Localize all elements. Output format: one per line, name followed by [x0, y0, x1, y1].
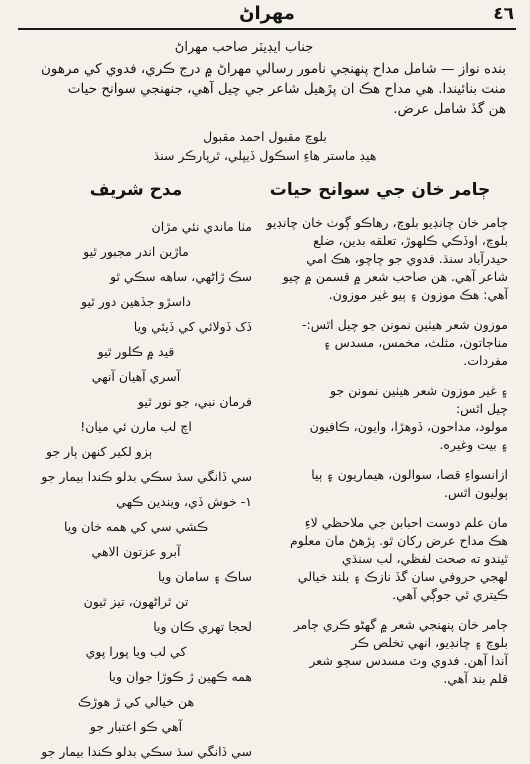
paragraph-gap: [252, 502, 508, 514]
poem-verse: ٻزو لکير کنهن ٻار جو: [46, 444, 153, 459]
poem-column: [16, 180, 256, 764]
paragraph-gap: [252, 304, 508, 316]
intro-line: منت بنائيندا. هي مداح هڪ ان پڙهيل شاعر جي چيل آهي، جنهنجي سوانح حيات: [67, 81, 506, 97]
biography-line: ٻوليون اٿس.: [444, 485, 508, 500]
poem-verse: قيد ۾ ڪلور ٿيو: [97, 344, 175, 359]
poem-verse: کي لب ويا پورا پوي: [85, 644, 187, 659]
poem-verse: ساڪ ۽ سامان ويا: [158, 569, 252, 584]
poem-verse: ڏک ڏولائي کي ڏيئي ويا: [133, 319, 252, 334]
poem-verse: ماڙين اندر مجبور ٿيو: [83, 244, 189, 259]
author-name: بلوچ مقبول احمد مقبول: [203, 129, 327, 144]
biography-line: آهي: هڪ موزون ۽ ٻيو غير موزون.: [328, 287, 508, 302]
biography-line: مفردات.: [463, 353, 508, 368]
biography-line: لهجي حروفي سان گڏ نازڪ ۽ بلند خيالي: [297, 569, 508, 584]
intro-line: بنده نواز — شامل مداح پنهنجي نامور رسالي مهراڻ ۾ درج ڪري، فدوي کي مرهون: [40, 61, 506, 77]
poem-verse: سي ڏانگي سڌ سڪي بدلو ڪندا بيمار جو: [41, 744, 252, 759]
biography-line: ڄامر خان پنهنجي شعر ۾ گهڻو ڪري ڄامر: [293, 617, 508, 632]
poem-verse: داسڙو جڏهين دور ٿيو: [81, 294, 191, 309]
poem-verse: تن ٿراڻهون، تيز ٿيون: [83, 594, 189, 609]
biography-text: [252, 214, 508, 688]
poem-verse: اچ لب مارن ئي ميان!: [80, 419, 192, 434]
paragraph-gap: [252, 454, 508, 466]
running-title: مهراڻ: [239, 3, 295, 24]
poem-verses: [16, 214, 256, 764]
author-designation: هيڊ ماستر هاءِ اسڪول ڏيپلي، ٿرپارڪر سنڌ: [153, 148, 377, 163]
poem-verse: سڪ ڙاڻهي، ساهه سڪي ٿو: [110, 269, 252, 284]
poem-verse: همه ڪهين ڙ ڪوڙا جوان ويا: [108, 669, 252, 684]
biography-line: مان علم دوست احبابن جي ملاحظي لاءِ: [304, 515, 508, 530]
biography-line: هڪ مداح عرض رکان ٿو. پڙهڻ مان معلوم: [290, 533, 508, 548]
biography-line: شاعر آهي. هن صاحب شعر ۾ قسمن ۾ چيو: [282, 269, 508, 284]
biography-title: ڄامر خان جي سوانح حيات: [269, 180, 491, 200]
poem-verse: ١- خوش ڏي، ويندين ڪهي: [116, 494, 252, 509]
biography-line: ڪيتري ٿي جوڳي آهي.: [392, 587, 508, 602]
biography-line: موزون شعر هيٺين نمونن جو چيل اٿس:-: [302, 317, 508, 332]
poem-verse: سي ڏانگي سڌ سڪي بدلو ڪندا بيمار جو: [41, 469, 252, 484]
author-byline: [150, 127, 380, 165]
biography-line: ۽ غير موزون شعر هيٺين نمونن جو: [330, 383, 508, 398]
poem-verse: ڪشي سي کي همه خان ويا: [63, 519, 209, 534]
biography-column: [252, 180, 508, 688]
biography-line: ٿيندو ته صحت لفظي، لب سنڌي: [341, 551, 508, 566]
poem-title: مدح شريف: [89, 180, 183, 200]
poem-verse: آهي ڪو اعتبار جو: [89, 719, 183, 734]
poem-verse: لحجا تهري ڪان ويا: [153, 619, 252, 634]
biography-line: ڄامر خان چانڊيو بلوچ، رهاڪو ڳوٺ خان چانڊيو: [266, 215, 508, 230]
biography-line: بلوچ، اوڏڪي ڪلهوڙ، تعلقه بدين، ضلع: [313, 233, 508, 248]
poem-verse: هن خيالي کي ڙ هوڙڪ: [77, 694, 195, 709]
biography-line: بلوچ ۽ چانڊيو، انهي تخلص ڪر: [351, 635, 508, 650]
poem-verse: آسري آهيان آنهي: [91, 369, 181, 384]
poem-verse: مٺا ماندي نئي مڙان: [151, 219, 252, 234]
page-number: ٤٦: [493, 4, 514, 24]
biography-line: حيدرآباد سنڌ. فدوي جو چاچو، هڪ امي: [306, 251, 508, 266]
poem-verse: آبرو عزتون الاهي: [91, 544, 181, 559]
page-header: [18, 2, 516, 30]
intro-note: [22, 40, 506, 119]
biography-line: ازانسواءِ قصا، سوالون، هيماريون ۽ ٻيا: [311, 467, 508, 482]
poem-verse: فرمان نبي، جو نور ٿيو: [137, 394, 252, 409]
biography-line: چيل اٿس:: [455, 401, 508, 416]
biography-line: آندا آهن. فدوي وٽ مسدس سڄو شعر: [309, 653, 508, 668]
biography-line: مناجاتون، مثلث، مخمس، مسدس ۽: [323, 335, 508, 350]
editor-salutation: جناب ايڊيٽر صاحب مهراڻ: [174, 40, 314, 55]
paragraph-gap: [252, 370, 508, 382]
paragraph-gap: [252, 604, 508, 616]
biography-line: ۽ بيت وغيره.: [439, 437, 508, 452]
biography-line: قلم بند آهي.: [443, 671, 508, 686]
intro-line: هن گڏ شامل عرض.: [393, 101, 506, 117]
biography-line: مولود، مداحون، ڏوهڙا، وايون، ڪافيون: [309, 419, 508, 434]
